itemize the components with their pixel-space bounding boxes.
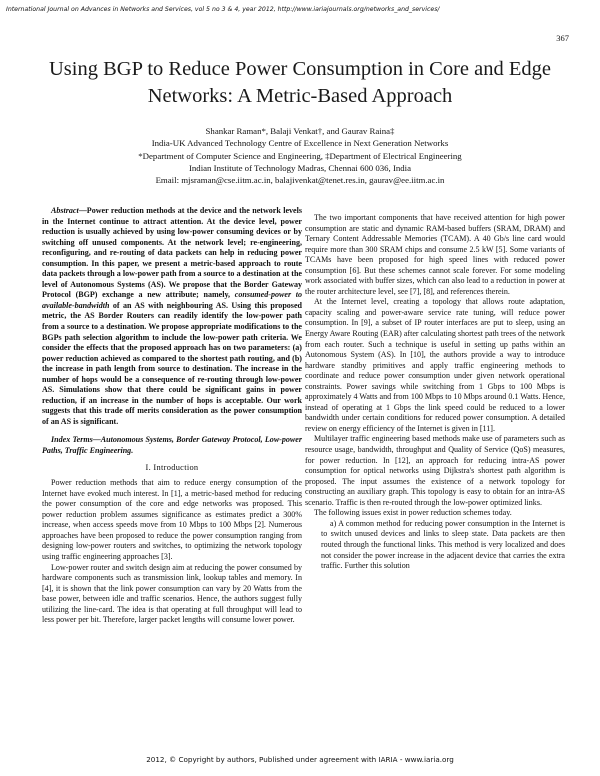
body-paragraph: Multilayer traffic engineering based methods make use of parameters such as resource usage, bandwidth, throughput and Quality of Service (QoS) measures, for power reduction. In [12], an approach for reducing intra-AS power consumption for optical networks using Dijkstra's shortest path algorithm is proposed. The input assumes the existence of a network topology for constructing an auxiliary graph. This topology is easy to obtain for an intra-AS scenario. Traffic is then re-routed through the low-power optimized links. xyxy=(305,434,565,507)
index-terms-label: Index Terms xyxy=(51,435,93,445)
affiliation-departments: *Department of Computer Science and Engineering, ‡Department of Electrical Engineering xyxy=(138,150,462,161)
index-terms xyxy=(42,435,302,456)
running-header: International Journal on Advances in Networks and Services, vol 5 no 3 & 4, year 2012, http://www.iariajournals.org/networks_and_services/ xyxy=(6,6,440,13)
abstract-text-part-1: —Power reduction methods at the device and the network levels in the Internet continue to attract attention. At the device level, power reduction is usually achieved by using low-power consuming devices or by switching off unused components. At the network level; re-engineering, reconfiguring, and re-routing of data packets can help in reducing power consumption. In this paper, we present a metric-based approach to route data packets through a low-power path from a source to a destination at the level of Autonomous Systems (AS). We propose that the Border Gateway Protocol (BGP) exchange a new attribute; namely, xyxy=(42,206,302,300)
index-terms-text: —Autonomous Systems, Border Gateway Protocol, Low-power Paths, Traffic Engineering. xyxy=(42,435,302,456)
section-heading-introduction: I. Introduction xyxy=(145,462,199,472)
right-column xyxy=(305,213,565,572)
issue-item-a: a) A common method for reducing power consumption in the Internet is to switch unused devices and links to sleep state. Data packets are then routed through the functional links. This method is very localized and does not consider the power increase in the adjacent device that carries the extra traffic. Further this solution xyxy=(321,518,565,571)
abstract xyxy=(42,206,302,427)
author-emails: Email: mjsraman@cse.iitm.ac.in, balajivenkat@tenet.res.in, gaurav@ee.iitm.ac.in xyxy=(155,175,445,186)
left-column xyxy=(42,206,302,626)
body-paragraph: The two important components that have received attention for high power consumption are static and dynamic RAM-based buffers (SRAM, DRAM) and Ternary Content Addressable Memories (TCAM). A 40 Gb/s line card would require more than 300 SRAM chips and consume 2.5 kW [5]. Some variants of TCAMs have been proposed for high speed lines with reduced power consumption [6]. But these schemes cannot scale forever. For some modeling work associated with buffer sizes, which can also lead to a reduction in power at the router architecture level, see [7], [8], and references therein. xyxy=(305,213,565,296)
abstract-emphasis: consumed-power to available-bandwidth xyxy=(42,290,303,310)
page-number: 367 xyxy=(556,33,569,43)
intro-paragraph: Low-power router and switch design aim at reducing the power consumed by hardware components such as transmission link, lookup tables and memory. In [4], it is shown that the link power consumption can vary by 20 Watts from the base power, between idle and traffic scenarios. Hence, the authors suggest fully utilizing the line-card. The idea is that operating at full throughput will lead to less power per bit. Therefore, larger packet lengths will consume lower power. xyxy=(42,562,302,625)
affiliation-centre: India-UK Advanced Technology Centre of Excellence in Next Generation Networks xyxy=(151,138,449,149)
intro-paragraph: Power reduction methods that aim to reduce energy consumption of the Internet have evoked much interest. In [1], a metric-based method for reducing the power consumption of the core and edge networks was proposed. This power reduction problem assumes significance as estimates predict a 300% increase, when access speeds move from 10 Mbps to 100 Mbps [2]. Numerous approaches have been proposed to reduce the power consumption ranging from designing low-power routers and switches, to optimizing the network topology using traffic engineering approaches [3]. xyxy=(42,478,302,561)
abstract-label: Abstract xyxy=(51,206,79,215)
author-names: Shankar Raman*, Balaji Venkat†, and Gaurav Raina‡ xyxy=(205,126,395,136)
affiliation-institute: Indian Institute of Technology Madras, Chennai 600 036, India xyxy=(188,162,412,173)
copyright-footer: 2012, © Copyright by authors, Published under agreement with IARIA - www.iaria.org xyxy=(146,755,454,764)
author-block xyxy=(50,125,550,186)
abstract-text-part-2: of an AS with neighbouring AS. Using this proposed metric, the AS Border Routers can readily identify the low-power path from a source to a destination. We propose appropriate modifications to the BGPs path selection algorithm to include the low-power path criteria. We consider the effects that the proposed approach has on two parameters: (a) power reduction achieved as compared to the shortest path routing, and (b) the increase in path length from source to destination. The increase in the number of hops would be a consequence of re-routing through low-power AS. Simulations show that there could be significant gains in power reduction, if an increase in the number of hops is acceptable. Our work suggests that this trade off merits consideration as the power consumption of an AS is significant. xyxy=(42,300,302,426)
issues-intro: The following issues exist in power reduction schemes today. xyxy=(314,508,512,518)
paper-title: Using BGP to Reduce Power Consumption in Core and Edge Networks: A Metric-Based Approach xyxy=(48,58,552,107)
body-paragraph: At the Internet level, creating a topology that allows route adaptation, capacity scaling and power-aware service rate tuning, will reduce power consumption. In [9], a subset of IP router interfaces are put to sleep, using an Energy Aware Routing (EAR) after calculating shortest path trees of the network from each router. Such a technique is useful in setting up paths within an Autonomous System (AS). In [10], the authors provide a way to introduce hardware standby primitives and apply traffic engineering methods to coordinate and reduce power consumption under given network operational constraints. Power savings while switching from 1 Gbps to 100 Mbps is approximately 4 Watts and from 100 Mbps to 10 Mbps around 0.1 Watts. Hence, instead of operating at 1 Gbps the link speed could be reduced to a lower bandwidth under certain conditions for reduced power consumption. A detailed review on energy efficiency of the Internet is given in [11]. xyxy=(305,297,565,433)
